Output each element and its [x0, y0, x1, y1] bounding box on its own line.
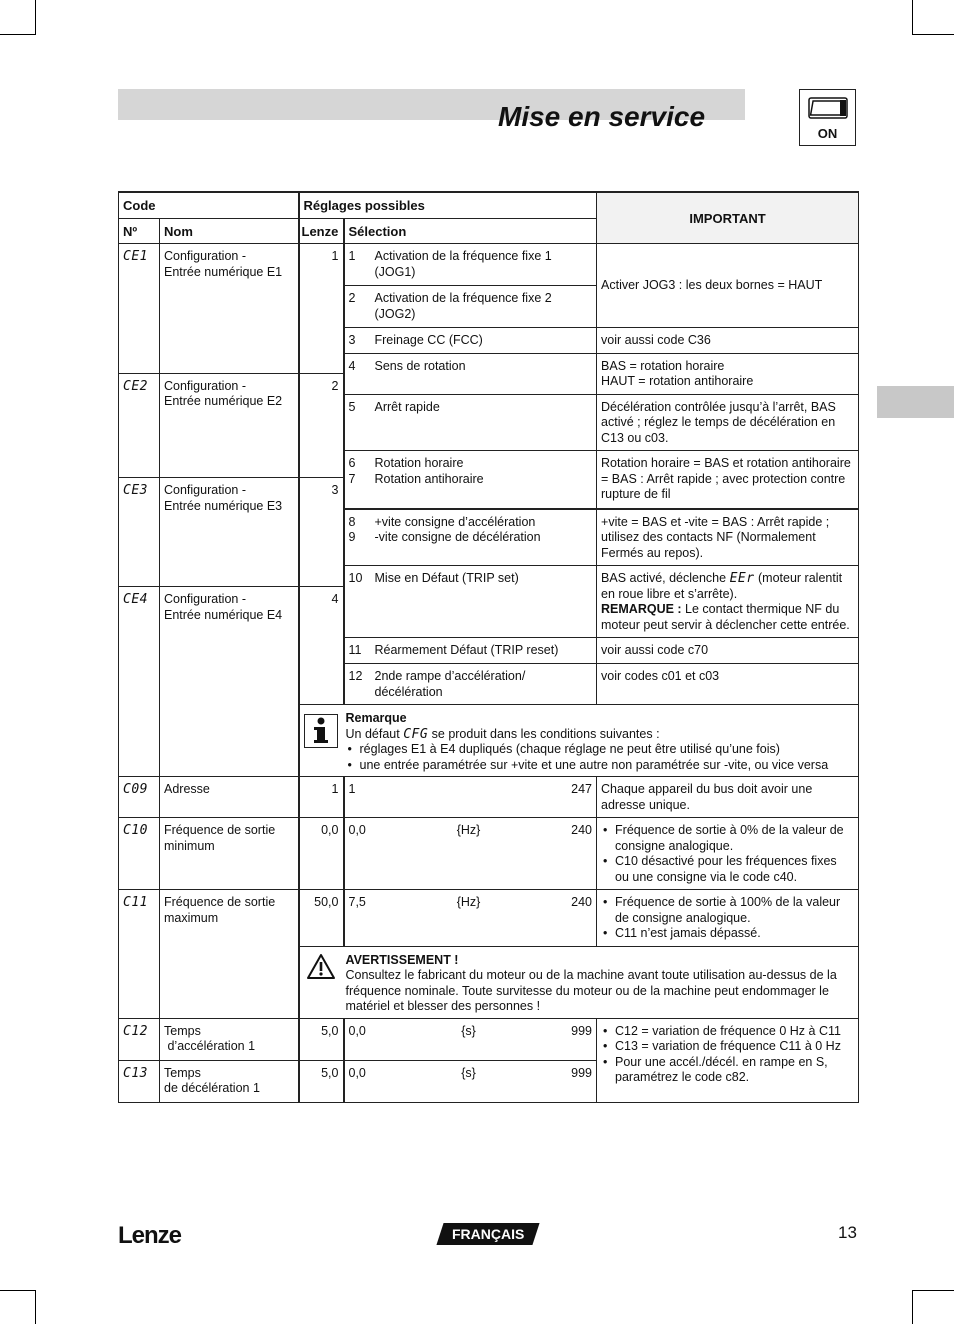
range-unit: {Hz}: [456, 895, 481, 909]
lenze-c13: 5,0: [299, 1060, 344, 1102]
remarque-box: [299, 705, 859, 777]
imp-rot: Rotation horaire = BAS et rotation antihoraire = BAS : Arrêt rapide ; avec protection contre rupture de fil: [597, 451, 859, 509]
info-icon: [304, 714, 338, 748]
col-lenze-header: Lenze: [299, 218, 344, 244]
sel-text: Activation de la fréquence fixe 1 (JOG1): [374, 249, 552, 279]
code-cfg: CFG: [403, 726, 429, 742]
page-number: 13: [838, 1223, 857, 1242]
range-max: 999: [571, 1065, 593, 1080]
code-c11: C11: [123, 895, 148, 910]
sel-text: Freinage CC (FCC): [374, 333, 483, 347]
code-ce3: CE3: [123, 483, 148, 498]
remarque-title: Remarque: [345, 711, 407, 725]
nom-ce4: Configuration - Entrée numérique E4: [160, 587, 299, 777]
range-min: 0,0: [348, 1065, 366, 1080]
crop-mark: [912, 34, 954, 35]
col-important-header: IMPORTANT: [597, 192, 859, 244]
nom-ce1: Configuration - Entrée numérique E1: [160, 244, 299, 374]
imp-fcc: voir aussi code C36: [597, 328, 859, 354]
sel-text: Arrêt rapide: [374, 399, 440, 414]
imp-trip-rem: Le contact thermique NF du moteur peut servir à déclencher cette entrée.: [601, 602, 850, 632]
code-ce4: CE4: [123, 592, 148, 607]
sel-num: 4: [348, 358, 356, 373]
range-min: 1: [348, 782, 356, 796]
c11-bullet: • C11 n’est jamais dépassé.: [601, 926, 854, 942]
range-unit: {s}: [461, 1065, 476, 1080]
c11-bullet: • Fréquence de sortie à 100% de la valeur de consigne analogique.: [601, 895, 854, 926]
language-label: FRANÇAIS: [451, 1226, 525, 1242]
c12-c13-bullet: • Pour une accél./décél. en rampe en S, paramétrez le code c82.: [601, 1055, 854, 1086]
lenze-ce2: 2: [299, 373, 344, 478]
range-max: 240: [571, 823, 593, 837]
on-label: ON: [817, 126, 838, 141]
crop-mark: [912, 0, 913, 34]
nom-c11: Fréquence de sortie maximum: [160, 890, 299, 1019]
range-unit: {s}: [461, 1023, 476, 1038]
c10-bullet: • C10 désactivé pour les fréquences fixes ou une consigne via le code c40.: [601, 854, 854, 885]
lenze-ce1: 1: [299, 244, 344, 374]
imp-trip: [597, 566, 859, 638]
lenze-c10: 0,0: [299, 818, 344, 890]
imp-trip-rem-label: REMARQUE :: [601, 602, 682, 616]
imp-jog: Activer JOG3 : les deux bornes = HAUT: [597, 244, 859, 328]
nom-c13: Temps de décélération 1: [160, 1060, 299, 1102]
c12-c13-bullet: • C12 = variation de fréquence 0 Hz à C11: [601, 1024, 854, 1040]
lenze-ce4: 4: [299, 587, 344, 705]
sel-text: Activation de la fréquence fixe 2 (JOG2): [374, 291, 552, 321]
remarque-bullet: • réglages E1 à E4 dupliqués (chaque réglage ne peut être utilisé qu’une fois): [346, 742, 855, 758]
sel-text: Réarmement Défaut (TRIP reset): [374, 643, 559, 657]
code-ce2: CE2: [123, 378, 148, 394]
crop-mark: [912, 1290, 954, 1291]
col-reglages-header: Réglages possibles: [299, 192, 597, 218]
imp-reset: voir aussi code c70: [597, 638, 859, 664]
crop-mark: [35, 1290, 36, 1324]
sel-num: 2: [348, 291, 356, 305]
crop-mark: [0, 34, 36, 35]
sel-num: 3: [348, 333, 356, 347]
code-eer: EEr: [729, 571, 755, 586]
col-code-header: Code: [119, 192, 299, 218]
range-unit: {Hz}: [456, 823, 481, 837]
page-title: Mise en service: [498, 101, 706, 132]
col-nom-header: Nom: [160, 218, 299, 244]
sel-num: 8 9: [348, 514, 356, 544]
sel-num: 1: [348, 249, 356, 263]
code-ce1: CE1: [123, 249, 148, 264]
lenze-logo: Lenze: [118, 1222, 182, 1249]
remarque-bullet: • une entrée paramétrée sur +vite et une autre non paramétrée sur -vite, ou vice versa: [346, 758, 855, 774]
side-tab: [877, 386, 954, 418]
nom-c09: Adresse: [160, 777, 299, 818]
imp-c09: Chaque appareil du bus doit avoir une adresse unique.: [597, 777, 859, 818]
avert-text: Consultez le fabricant du moteur ou de la machine avant toute utilisation au-dessus de la fréquence nominale. Toute survitesse du moteur ou de la machine peut endommager le matériel et blesser des personnes !: [345, 968, 837, 1013]
crop-mark: [912, 1290, 913, 1324]
crop-mark: [35, 0, 36, 34]
nom-ce2: Configuration - Entrée numérique E2: [160, 373, 299, 478]
range-max: 999: [571, 1023, 593, 1038]
sel-text: Mise en Défaut (TRIP set): [374, 571, 519, 585]
lenze-c12: 5,0: [299, 1018, 344, 1060]
sel-num: 5: [348, 399, 356, 414]
nom-c12: Temps d’accélération 1: [160, 1018, 299, 1060]
sel-num: 6 7: [348, 456, 356, 486]
range-min: 7,5: [348, 895, 366, 909]
code-c10: C10: [123, 823, 148, 838]
imp-rampe: voir codes c01 et c03: [597, 664, 859, 705]
lenze-ce3: 3: [299, 478, 344, 587]
sel-num: 12: [348, 669, 363, 683]
imp-arret: Décélération contrôlée jusqu’à l’arrêt, BAS activé ; réglez le temps de décélération en C13 ou c03.: [597, 394, 859, 451]
lenze-c09: 1: [299, 777, 344, 818]
imp-sens: BAS = rotation horaire HAUT = rotation antihoraire: [597, 353, 859, 394]
remarque-line-a: Un défaut: [345, 726, 404, 741]
code-c13: C13: [123, 1065, 148, 1081]
imp-vite: +vite = BAS et -vite = BAS : Arrêt rapide ; utilisez des contacts NF (Normalement Fermés au repos).: [597, 509, 859, 566]
range-max: 247: [571, 782, 593, 796]
remarque-line-b: se produit dans les conditions suivantes :: [428, 726, 660, 741]
imp-trip-b: (moteur ralentit en roue libre et s’arrête).: [601, 571, 843, 601]
sel-text: Rotation horaire Rotation antihoraire: [374, 456, 484, 486]
col-no-header: Nº: [119, 218, 160, 244]
range-min: 0,0: [348, 823, 366, 837]
sel-text: +vite consigne d’accélération -vite consigne de décélération: [374, 514, 541, 544]
c10-bullet: • Fréquence de sortie à 0% de la valeur de consigne analogique.: [601, 823, 854, 854]
code-c09: C09: [123, 782, 148, 797]
range-unit: [355, 782, 571, 798]
crop-mark: [0, 1290, 36, 1291]
range-max: 240: [571, 895, 593, 909]
code-c12: C12: [123, 1023, 148, 1039]
nom-c10: Fréquence de sortie minimum: [160, 818, 299, 890]
sel-text: Sens de rotation: [374, 358, 466, 373]
language-badge: [436, 1223, 539, 1245]
on-switch-icon: [799, 89, 856, 146]
range-min: 0,0: [348, 1023, 366, 1038]
lenze-c11: 50,0: [299, 890, 344, 947]
sel-num: 11: [348, 643, 362, 657]
avert-title: AVERTISSEMENT !: [345, 952, 459, 967]
parameter-table: [118, 191, 859, 1103]
sel-text: 2nde rampe d’accélération/ décélération: [374, 669, 526, 699]
warning-icon: [304, 953, 338, 1015]
imp-trip-a: BAS activé, déclenche: [601, 571, 730, 585]
c12-c13-bullet: • C13 = variation de fréquence C11 à 0 Hz: [601, 1039, 854, 1055]
col-selection-header: Sélection: [344, 218, 597, 244]
nom-ce3: Configuration - Entrée numérique E3: [160, 478, 299, 587]
sel-num: 10: [348, 571, 363, 585]
avertissement-box: [299, 946, 859, 1018]
